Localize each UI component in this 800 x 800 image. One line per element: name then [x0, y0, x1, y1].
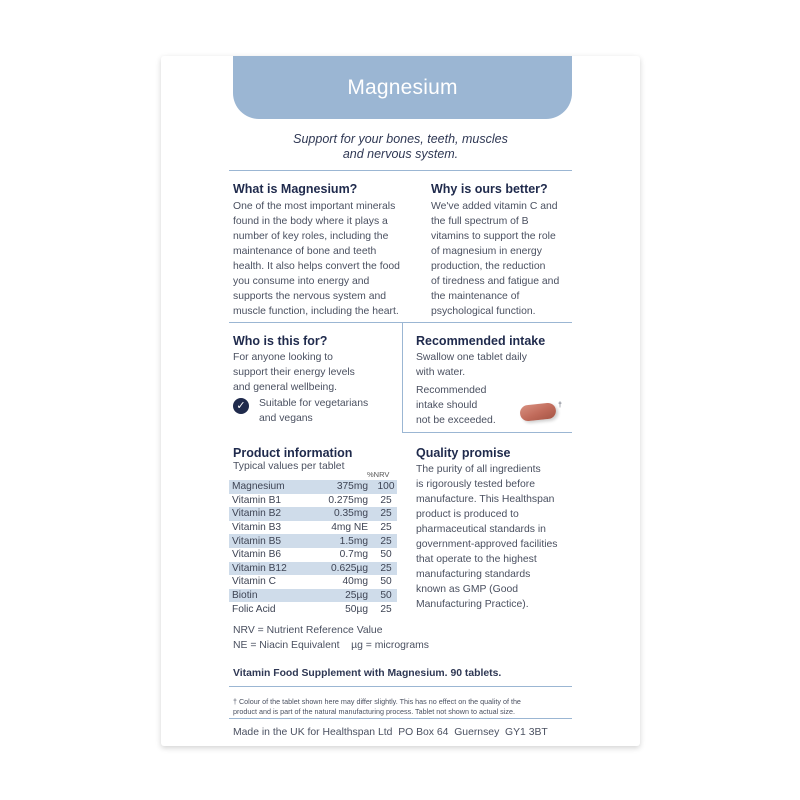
why-heading: Why is ours better?: [431, 182, 548, 196]
who-line: and general wellbeing.: [233, 382, 337, 393]
nutrient-amount: 50µg: [345, 603, 368, 615]
nutrient-nrv: 25: [372, 534, 397, 548]
what-line: One of the most important minerals: [233, 201, 396, 212]
nrv-column-label: %NRV: [367, 470, 390, 479]
nutrition-row: [229, 589, 397, 603]
intake-line: with water.: [416, 367, 466, 378]
nutrient-name: Vitamin B2: [229, 507, 296, 521]
made-in-text: Made in the UK for Healthspan Ltd PO Box 64 Guernsey GY1 3BT: [233, 727, 548, 738]
product-box-back: [161, 56, 640, 746]
what-heading: What is Magnesium?: [233, 182, 358, 196]
nutrient-name: Magnesium: [229, 480, 296, 494]
product-title: Magnesium: [347, 75, 458, 99]
who-text: [233, 350, 355, 395]
title-banner: [233, 56, 572, 119]
nutrient-name: Biotin: [229, 589, 296, 603]
intake-line: Swallow one tablet daily: [416, 352, 527, 363]
nutrition-row: [229, 562, 397, 576]
quality-line: manufacturing standards: [416, 569, 531, 580]
nutrient-amount: 0.35mg: [296, 507, 372, 521]
why-line: vitamins to support the role: [431, 231, 556, 242]
what-line: you consume into energy and: [233, 276, 370, 287]
nutrient-name: Vitamin C: [232, 576, 276, 588]
quality-line: is rigorously tested before: [416, 479, 535, 490]
quality-line: Manufacturing Practice).: [416, 599, 529, 610]
nutrient-nrv: 25: [380, 494, 392, 506]
why-line: We've added vitamin C and: [431, 201, 558, 212]
nutrient-nrv: 50: [372, 589, 397, 603]
quality-line: known as GMP (Good: [416, 584, 519, 595]
tagline: [161, 132, 640, 162]
what-text: [233, 199, 400, 319]
why-text: [431, 199, 559, 319]
quality-heading: Quality promise: [416, 446, 511, 460]
footnote-line: † Colour of the tablet shown here may differ slightly. This has no effect on the quality of the: [233, 697, 521, 706]
tagline-line-2: and nervous system.: [342, 147, 459, 161]
why-line: the maintenance of: [431, 291, 520, 302]
nutrition-row: [229, 548, 397, 562]
nutrient-amount: 0.7mg: [339, 549, 368, 561]
nutrition-row: [229, 534, 397, 548]
tagline-line-1: Support for your bones, teeth, muscles: [293, 132, 508, 146]
nutrient-nrv: 25: [372, 507, 397, 521]
vertical-divider: [402, 322, 403, 432]
footnote-line: product and is part of the natural manufacturing process. Tablet not shown to actual size.: [233, 707, 515, 716]
nutrient-nrv: 100: [372, 480, 397, 494]
check-icon: ✓: [233, 398, 249, 414]
supplement-statement: Vitamin Food Supplement with Magnesium. 90 tablets.: [233, 668, 502, 679]
why-line: psychological function.: [431, 306, 536, 317]
intake-heading: Recommended intake: [416, 334, 546, 348]
product-heading: Product information: [233, 446, 353, 460]
nutrient-amount: 375mg: [296, 480, 372, 494]
nutrient-nrv: 25: [380, 522, 392, 534]
nutrition-row: [229, 521, 397, 535]
nutrient-name: Vitamin B12: [229, 562, 296, 576]
why-line: of tiredness and fatigue and: [431, 276, 560, 287]
why-line: the full spectrum of B: [431, 216, 529, 227]
nutrient-amount: 0.625µg: [296, 562, 372, 576]
suitable-line: Suitable for vegetarians: [259, 398, 369, 409]
suitable-text: [259, 396, 368, 426]
nutrient-amount: 40mg: [342, 576, 368, 588]
nutrition-table: [229, 480, 397, 616]
divider-footer: [229, 718, 572, 719]
quality-line: The purity of all ingredients: [416, 464, 541, 475]
nutrition-row: [229, 480, 397, 494]
nutrition-row: [229, 575, 397, 589]
tablet-image: [519, 402, 556, 422]
quality-line: product is produced to: [416, 509, 519, 520]
what-line: supports the nervous system and: [233, 291, 387, 302]
nutrient-amount: 1.5mg: [296, 534, 372, 548]
why-line: of magnesium in energy: [431, 246, 542, 257]
suitable-line: and vegans: [259, 413, 313, 424]
quality-line: manufacture. This Healthspan: [416, 494, 555, 505]
who-heading: Who is this for?: [233, 334, 328, 348]
nutrient-nrv: 25: [380, 603, 392, 615]
quality-line: government-approved facilities: [416, 539, 558, 550]
what-line: health. It also helps convert the food: [233, 261, 400, 272]
dagger-mark: †: [558, 400, 562, 409]
nutrient-amount: 25µg: [296, 589, 372, 603]
nutrition-row: [229, 602, 397, 616]
quality-text: [416, 462, 558, 612]
intake-text: [416, 350, 527, 380]
nutrition-row: [229, 494, 397, 508]
nutrient-name: Vitamin B1: [232, 494, 282, 506]
nutrient-name: Vitamin B5: [229, 534, 296, 548]
warning-line: intake should: [416, 400, 478, 411]
nutrient-amount: 4mg NE: [331, 522, 368, 534]
nutrient-nrv: 25: [372, 562, 397, 576]
nutrient-name: Folic Acid: [232, 603, 276, 615]
divider-top: [229, 170, 572, 171]
warning-line: Recommended: [416, 385, 487, 396]
what-line: found in the body where it plays a: [233, 216, 388, 227]
product-subheading: Typical values per tablet: [233, 461, 345, 472]
what-line: maintenance of bone and teeth: [233, 246, 377, 257]
divider-bottom: [229, 686, 572, 687]
who-line: support their energy levels: [233, 367, 355, 378]
nutrient-nrv: 50: [380, 576, 392, 588]
quality-line: pharmaceutical standards in: [416, 524, 546, 535]
what-line: number of key roles, including the: [233, 231, 389, 242]
nutrient-name: Vitamin B3: [232, 522, 282, 534]
nutrient-name: Vitamin B6: [232, 549, 282, 561]
warning-line: not be exceeded.: [416, 415, 496, 426]
what-line: muscle function, including the heart.: [233, 306, 399, 317]
intake-warning: [416, 383, 496, 428]
nrv-note: NRV = Nutrient Reference Value: [233, 625, 383, 636]
footnote: [233, 697, 521, 717]
nutrient-nrv: 50: [380, 549, 392, 561]
divider-intake-bottom: [402, 432, 572, 433]
quality-line: that operate to the highest: [416, 554, 537, 565]
ne-note: NE = Niacin Equivalent µg = micrograms: [233, 640, 429, 651]
divider-middle: [229, 322, 572, 323]
who-line: For anyone looking to: [233, 352, 333, 363]
nutrition-row: [229, 507, 397, 521]
why-line: production, the reduction: [431, 261, 546, 272]
nutrient-amount: 0.275mg: [328, 494, 368, 506]
